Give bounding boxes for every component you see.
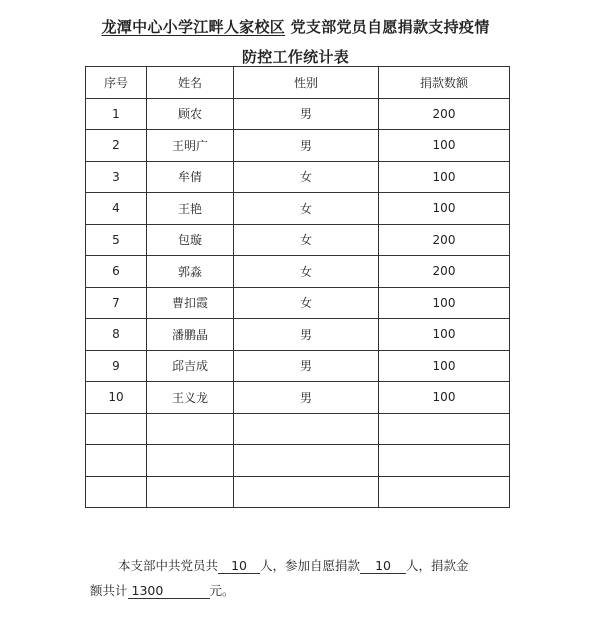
cell-index — [86, 445, 147, 477]
participant-count: 10 — [360, 559, 406, 574]
table-row — [86, 224, 510, 256]
cell-gender — [234, 445, 379, 477]
cell-gender: 男 — [234, 319, 379, 351]
table-row — [86, 413, 510, 445]
cell-index — [86, 413, 147, 445]
footer-line2 — [90, 581, 235, 599]
total-amount: 1300 — [128, 584, 210, 599]
table-row — [86, 130, 510, 162]
cell-gender: 女 — [234, 256, 379, 288]
cell-name: 顾农 — [147, 98, 234, 130]
cell-name: 王义龙 — [147, 382, 234, 414]
cell-gender: 男 — [234, 382, 379, 414]
cell-index: 2 — [86, 130, 147, 162]
document-title-line1 — [0, 16, 591, 37]
footer-text: 人，参加自愿捐款 — [260, 558, 361, 573]
table-row — [86, 476, 510, 508]
cell-amount: 100 — [379, 382, 510, 414]
cell-amount: 100 — [379, 161, 510, 193]
cell-amount — [379, 476, 510, 508]
table-row — [86, 256, 510, 288]
cell-gender — [234, 476, 379, 508]
table-row — [86, 98, 510, 130]
cell-index: 8 — [86, 319, 147, 351]
table-row — [86, 382, 510, 414]
footer-text: 元。 — [209, 583, 235, 598]
table-row — [86, 161, 510, 193]
footer-text: 人，捐款金 — [406, 558, 469, 573]
cell-index: 5 — [86, 224, 147, 256]
footer-text: 本支部中共党员共 — [118, 558, 219, 573]
cell-index — [86, 476, 147, 508]
cell-gender: 男 — [234, 98, 379, 130]
cell-gender: 女 — [234, 193, 379, 225]
cell-amount: 200 — [379, 224, 510, 256]
member-count: 10 — [218, 559, 260, 574]
table-row — [86, 445, 510, 477]
cell-amount: 100 — [379, 193, 510, 225]
cell-name: 包璇 — [147, 224, 234, 256]
donation-table — [85, 66, 510, 508]
cell-gender: 男 — [234, 350, 379, 382]
cell-name — [147, 413, 234, 445]
cell-gender — [234, 413, 379, 445]
cell-name: 王艳 — [147, 193, 234, 225]
cell-index: 6 — [86, 256, 147, 288]
title-text-line1: 党支部党员自愿捐款支持疫情 — [285, 18, 490, 36]
cell-amount: 100 — [379, 350, 510, 382]
cell-amount: 200 — [379, 98, 510, 130]
table-header-row — [86, 67, 510, 99]
cell-gender: 女 — [234, 161, 379, 193]
cell-amount — [379, 413, 510, 445]
footer-text: 额共计 — [90, 583, 128, 598]
cell-index: 1 — [86, 98, 147, 130]
cell-index: 3 — [86, 161, 147, 193]
cell-name: 王明广 — [147, 130, 234, 162]
cell-amount: 200 — [379, 256, 510, 288]
cell-amount: 100 — [379, 130, 510, 162]
header-index: 序号 — [86, 67, 147, 99]
cell-amount — [379, 445, 510, 477]
cell-index: 7 — [86, 287, 147, 319]
cell-gender: 女 — [234, 224, 379, 256]
cell-gender: 男 — [234, 130, 379, 162]
cell-name — [147, 445, 234, 477]
cell-name: 牟倩 — [147, 161, 234, 193]
document-title-line2: 防控工作统计表 — [241, 48, 350, 66]
cell-gender: 女 — [234, 287, 379, 319]
cell-name: 潘鹏晶 — [147, 319, 234, 351]
table-row — [86, 193, 510, 225]
cell-name: 邱吉成 — [147, 350, 234, 382]
school-name: 龙潭中心小学江畔人家校区 — [101, 18, 286, 36]
table-row — [86, 350, 510, 382]
cell-name: 郭淼 — [147, 256, 234, 288]
cell-index: 10 — [86, 382, 147, 414]
cell-index: 9 — [86, 350, 147, 382]
header-name: 姓名 — [147, 67, 234, 99]
header-amount: 捐款数额 — [379, 67, 510, 99]
cell-name — [147, 476, 234, 508]
cell-index: 4 — [86, 193, 147, 225]
footer-line1 — [118, 556, 469, 574]
table-row — [86, 319, 510, 351]
cell-name: 曹扣霞 — [147, 287, 234, 319]
cell-amount: 100 — [379, 287, 510, 319]
table-row — [86, 287, 510, 319]
cell-amount: 100 — [379, 319, 510, 351]
header-gender: 性别 — [234, 67, 379, 99]
